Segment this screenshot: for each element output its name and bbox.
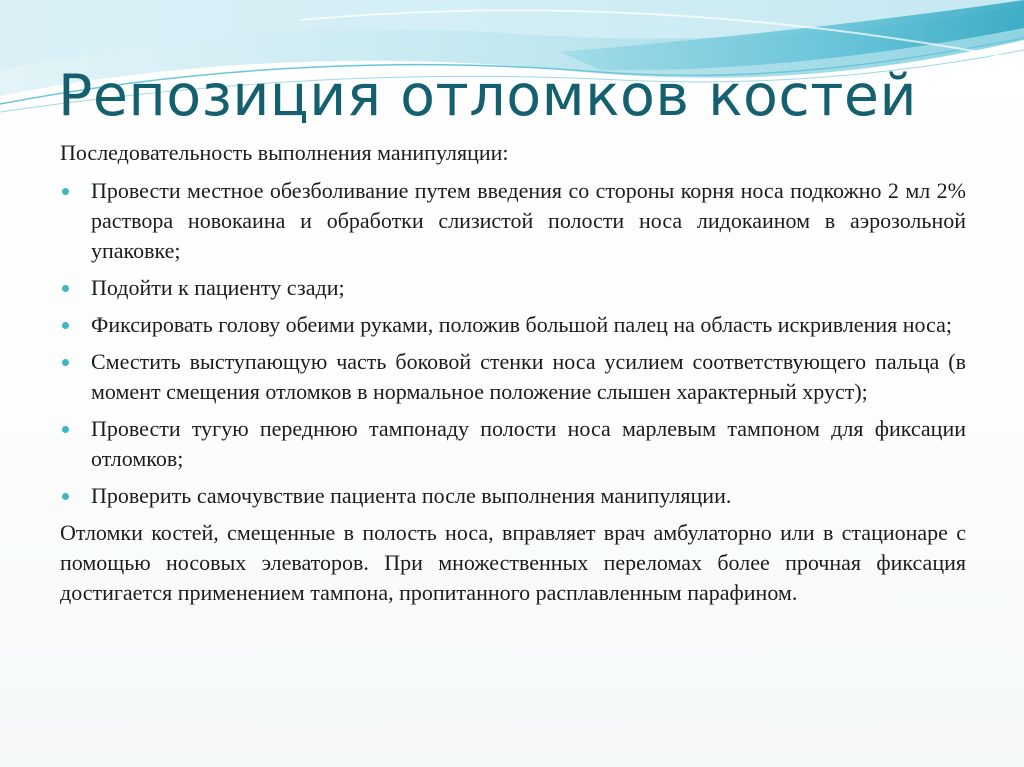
step-text: Проверить самочувствие пациента после выполнения манипуляции.	[91, 483, 732, 508]
step-text: Провести местное обезболивание путем введения со стороны корня носа подкожно 2 мл 2% раствора новокаина и обработки слизистой полости носа лидокаином в аэрозольной упаковке;	[91, 178, 966, 263]
step-item	[60, 310, 966, 340]
step-item	[60, 481, 966, 511]
step-text: Фиксировать голову обеими руками, положив большой палец на область искривления носа;	[91, 312, 952, 337]
bullet-icon	[62, 285, 69, 292]
slide-body	[60, 138, 966, 608]
intro-text: Последовательность выполнения манипуляции:	[60, 140, 509, 165]
step-item	[60, 176, 966, 266]
step-item	[60, 273, 966, 303]
bullet-icon	[62, 188, 69, 195]
step-text: Сместить выступающую часть боковой стенки носа усилием соответствующего пальца (в момент смещения отломков в нормальное положение слышен характерный хруст);	[91, 349, 966, 404]
bullet-icon	[62, 426, 69, 433]
step-item	[60, 414, 966, 474]
step-item	[60, 347, 966, 407]
slide-title: Репозиция отломков костей	[58, 63, 918, 129]
step-text: Подойти к пациенту сзади;	[91, 275, 345, 300]
closing-paragraph: Отломки костей, смещенные в полость носа, вправляет врач амбулаторно или в стационаре с помощью носовых элеваторов. При множественных переломах более прочная фиксация достигается применением тампона, пропитанного расплавленным парафином.	[60, 520, 966, 605]
steps-list	[60, 176, 966, 511]
bullet-icon	[62, 359, 69, 366]
step-text: Провести тугую переднюю тампонаду полости носа марлевым тампоном для фиксации отломков;	[91, 416, 966, 471]
bullet-icon	[62, 493, 69, 500]
bullet-icon	[62, 322, 69, 329]
